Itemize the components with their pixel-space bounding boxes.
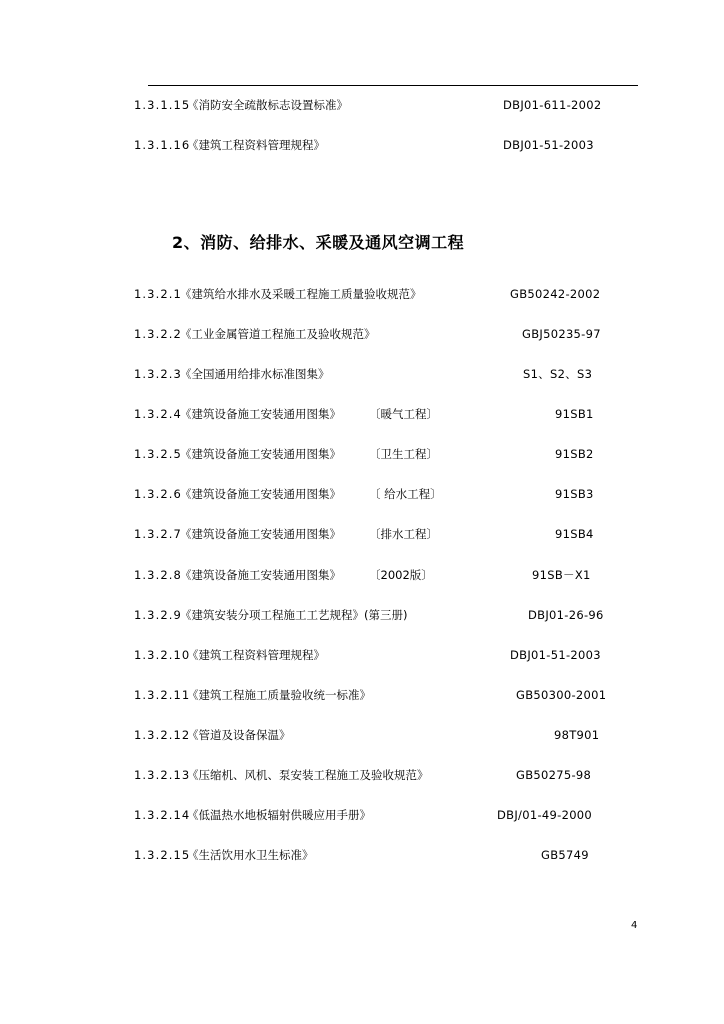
item-number: 1.3.2.3 xyxy=(134,367,182,381)
item-code: DBJ01-26-96 xyxy=(528,608,604,622)
item-number: 1.3.1.16 xyxy=(134,138,191,152)
list-item xyxy=(0,485,724,503)
item-number: 1.3.2.2 xyxy=(134,327,182,341)
list-item xyxy=(0,525,724,543)
item-note: 〔2002版〕 xyxy=(369,568,433,582)
item-number: 1.3.2.11 xyxy=(134,688,191,702)
item-number: 1.3.2.6 xyxy=(134,487,182,501)
item-code: GB50300-2001 xyxy=(516,688,607,702)
item-number: 1.3.1.15 xyxy=(134,98,191,112)
list-item xyxy=(0,566,724,584)
item-code: 91SB1 xyxy=(555,407,594,421)
item-number: 1.3.2.1 xyxy=(134,287,182,301)
item-code: DBJ01-51-2003 xyxy=(503,138,594,152)
header-rule xyxy=(148,85,638,86)
item-title: 《建筑给水排水及采暖工程施工质量验收规范》 xyxy=(180,287,422,301)
list-item xyxy=(0,766,724,784)
list-item xyxy=(0,325,724,343)
item-note: 〔卫生工程〕 xyxy=(369,447,438,461)
item-note: 〔排水工程〕 xyxy=(369,527,438,541)
item-title: 《全国通用给排水标准图集》 xyxy=(180,367,330,381)
item-title: 《管道及设备保温》 xyxy=(187,728,291,742)
item-title: 《建筑工程资料管理规程》 xyxy=(187,648,325,662)
list-item xyxy=(0,365,724,383)
item-title: 《建筑设备施工安装通用图集》 xyxy=(180,447,341,461)
item-number: 1.3.2.5 xyxy=(134,447,182,461)
item-title: 《建筑安装分项工程施工工艺规程》(第三册) xyxy=(180,608,408,622)
page-number: 4 xyxy=(631,920,638,931)
item-number: 1.3.2.9 xyxy=(134,608,182,622)
list-item xyxy=(0,646,724,664)
item-title: 《建筑设备施工安装通用图集》 xyxy=(180,487,341,501)
item-title: 《低温热水地板辐射供暖应用手册》 xyxy=(187,808,371,822)
item-code: GBJ50235-97 xyxy=(522,327,601,341)
list-item xyxy=(0,96,724,114)
item-number: 1.3.2.13 xyxy=(134,768,191,782)
item-code: DBJ/01-49-2000 xyxy=(497,808,593,822)
list-item xyxy=(0,285,724,303)
list-item xyxy=(0,405,724,423)
section-heading: 2、消防、给排水、采暖及通风空调工程 xyxy=(172,233,465,252)
list-item xyxy=(0,686,724,704)
item-title: 《建筑设备施工安装通用图集》 xyxy=(180,527,341,541)
list-item xyxy=(0,606,724,624)
item-title: 《建筑工程施工质量验收统一标准》 xyxy=(187,688,371,702)
item-code: 91SB4 xyxy=(555,527,594,541)
item-title: 《建筑工程资料管理规程》 xyxy=(187,138,325,152)
item-code: 91SB2 xyxy=(555,447,594,461)
item-number: 1.3.2.8 xyxy=(134,568,182,582)
item-title: 《工业金属管道工程施工及验收规范》 xyxy=(180,327,376,341)
item-code: 91SB3 xyxy=(555,487,594,501)
item-code: DBJ01-611-2002 xyxy=(503,98,602,112)
item-code: 91SB－X1 xyxy=(532,568,591,582)
item-number: 1.3.2.10 xyxy=(134,648,191,662)
item-code: DBJ01-51-2003 xyxy=(510,648,601,662)
item-number: 1.3.2.15 xyxy=(134,848,191,862)
item-number: 1.3.2.12 xyxy=(134,728,191,742)
item-title: 《消防安全疏散标志设置标准》 xyxy=(187,98,348,112)
item-code: GB50242-2002 xyxy=(510,287,601,301)
item-code: S1、S2、S3 xyxy=(523,367,593,381)
list-item xyxy=(0,136,724,154)
item-code: 98T901 xyxy=(554,728,600,742)
list-item xyxy=(0,846,724,864)
list-item xyxy=(0,445,724,463)
list-item xyxy=(0,806,724,824)
item-code: GB5749 xyxy=(541,848,589,862)
item-title: 《建筑设备施工安装通用图集》 xyxy=(180,568,341,582)
item-note: 〔 给水工程〕 xyxy=(369,487,442,501)
item-title: 《建筑设备施工安装通用图集》 xyxy=(180,407,341,421)
item-title: 《压缩机、风机、泵安装工程施工及验收规范》 xyxy=(187,768,429,782)
item-title: 《生活饮用水卫生标准》 xyxy=(187,848,314,862)
list-item xyxy=(0,726,724,744)
item-number: 1.3.2.4 xyxy=(134,407,182,421)
item-number: 1.3.2.7 xyxy=(134,527,182,541)
item-code: GB50275-98 xyxy=(516,768,592,782)
item-number: 1.3.2.14 xyxy=(134,808,191,822)
item-note: 〔暖气工程〕 xyxy=(369,407,438,421)
